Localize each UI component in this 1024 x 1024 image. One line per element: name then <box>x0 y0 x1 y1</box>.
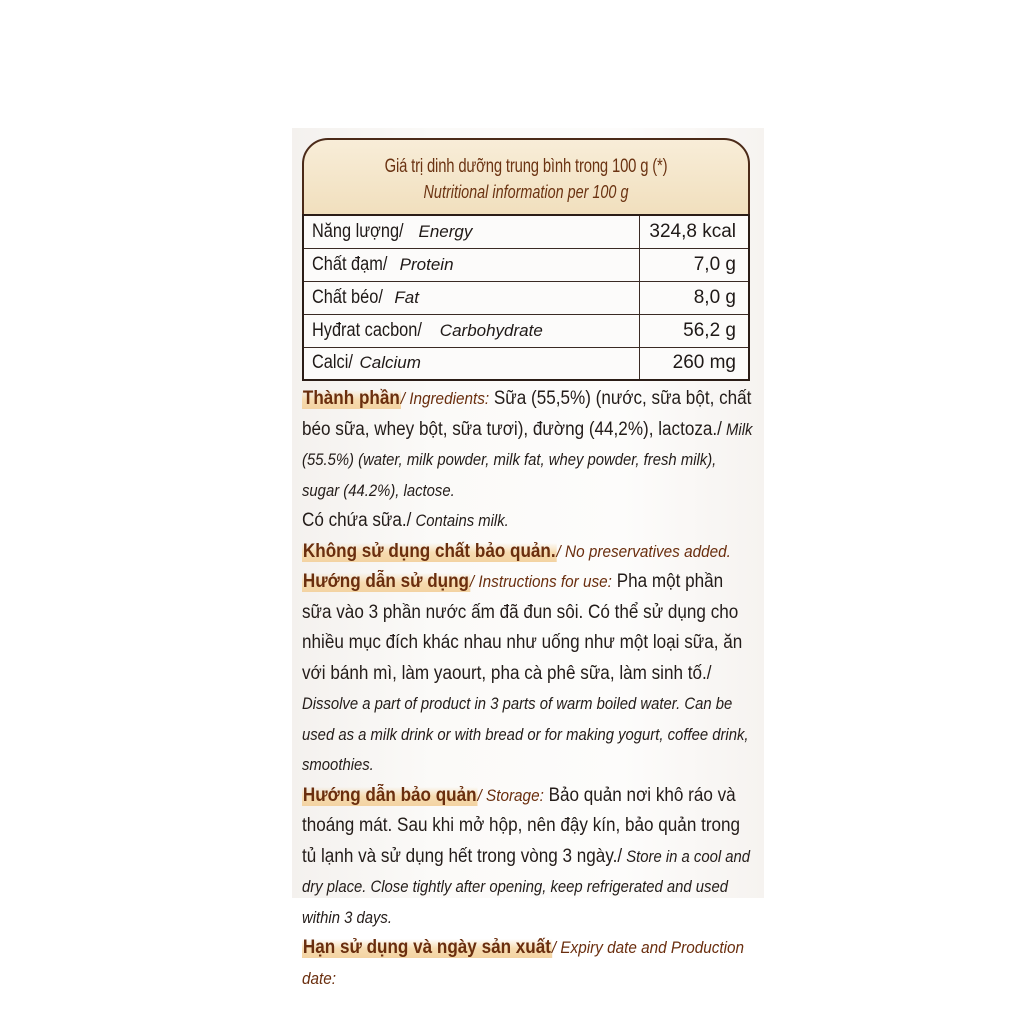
table-row <box>303 215 749 248</box>
nutrient-cell <box>303 314 639 347</box>
preservatives-text-en: / No preservatives added. <box>556 541 731 561</box>
nutrient-name-vi: Năng lượng/ <box>312 220 404 242</box>
storage-text-vi: Bảo quản nơi khô ráo và thoáng mát. Sau khi mở hộp, nên đậy kín, bảo quản trong tủ lạnh và sử dụng hết trong vòng 3 ngày./ <box>302 784 741 867</box>
nutrient-amount: 7,0 g <box>639 248 749 281</box>
nutrition-title-en: Nutritional information per 100 g <box>423 182 629 202</box>
storage-text-en: Store in a cool and dry place. Close tightly after opening, keep refrigerated and used within 3 days. <box>302 847 751 927</box>
table-row <box>303 347 749 380</box>
nutrient-amount: 260 mg <box>639 347 749 380</box>
expiry-section <box>302 933 754 988</box>
nutrient-name-vi: Chất đạm/ <box>312 253 388 275</box>
nutrient-name-en: Carbohydrate <box>439 320 543 340</box>
nutrition-table <box>302 214 750 381</box>
expiry-heading-en: / Expiry date and Production date: <box>302 938 745 988</box>
nutrient-name-en: Protein <box>399 254 454 274</box>
preservatives-heading: Không sử dụng chất bảo quản. <box>302 540 556 562</box>
nutrition-header <box>302 138 750 218</box>
table-row <box>303 281 749 314</box>
instructions-text-en: Dissolve a part of product in 3 parts of warm boiled water. Can be used as a milk drink or with bread or for making yogurt, coffee drink, smoothies. <box>302 695 749 774</box>
expiry-heading: Hạn sử dụng và ngày sản xuất <box>302 937 551 958</box>
nutrient-cell <box>303 248 639 281</box>
nutrient-name-vi: Chất béo/ <box>312 286 383 308</box>
nutrient-amount: 324,8 kcal <box>639 215 749 248</box>
nutrition-title-vi: Giá trị dinh dưỡng trung bình trong 100 g (*) <box>384 156 668 177</box>
table-row <box>303 314 749 347</box>
nutrient-name-vi: Calci/ <box>312 352 353 374</box>
nutrient-cell <box>303 215 639 248</box>
storage-heading: Hướng dẫn bảo quản <box>302 784 477 806</box>
instructions-heading-en: / Instructions for use: <box>469 572 612 591</box>
label-text-sections <box>302 384 754 988</box>
storage-heading-en: / Storage: <box>477 785 544 805</box>
ingredients-section <box>302 384 754 506</box>
nutrient-cell <box>303 347 639 380</box>
nutrient-name-en: Energy <box>418 221 473 241</box>
contains-milk-vi: Có chứa sữa./ <box>302 510 412 531</box>
ingredients-text-vi: Sữa (55,5%) (nước, sữa bột, chất béo sữa, whey bột, sữa tươi), đường (44,2%), lactoza./ <box>302 388 752 440</box>
nutrient-name-vi: Hyđrat cacbon/ <box>312 319 422 341</box>
nutrient-amount: 56,2 g <box>639 314 749 347</box>
preservatives-section <box>302 537 754 568</box>
instructions-heading: Hướng dẫn sử dụng <box>302 571 470 592</box>
instructions-text-vi: Pha một phần sữa vào 3 phần nước ấm đã đun sôi. Có thể sử dụng cho nhiều mục đích khác nhau như uống như một loại sữa, ăn với bánh mì, làm yaourt, pha cà phê sữa, làm sinh tố./ <box>302 571 743 684</box>
contains-milk-section <box>302 506 754 537</box>
instructions-section <box>302 567 754 781</box>
ingredients-text-en: Milk (55.5%) (water, milk powder, milk fat, whey powder, fresh milk), sugar (44.2%), lactose. <box>302 420 753 500</box>
nutrient-cell <box>303 281 639 314</box>
storage-section <box>302 781 754 934</box>
ingredients-heading-en: / Ingredients: <box>400 389 490 408</box>
ingredients-heading: Thành phần <box>302 388 400 409</box>
contains-milk-en: Contains milk. <box>411 512 509 530</box>
nutrient-amount: 8,0 g <box>639 281 749 314</box>
nutrient-name-en: Calcium <box>359 353 421 373</box>
nutrient-name-en: Fat <box>394 287 419 307</box>
product-label <box>292 128 764 988</box>
table-row <box>303 248 749 281</box>
